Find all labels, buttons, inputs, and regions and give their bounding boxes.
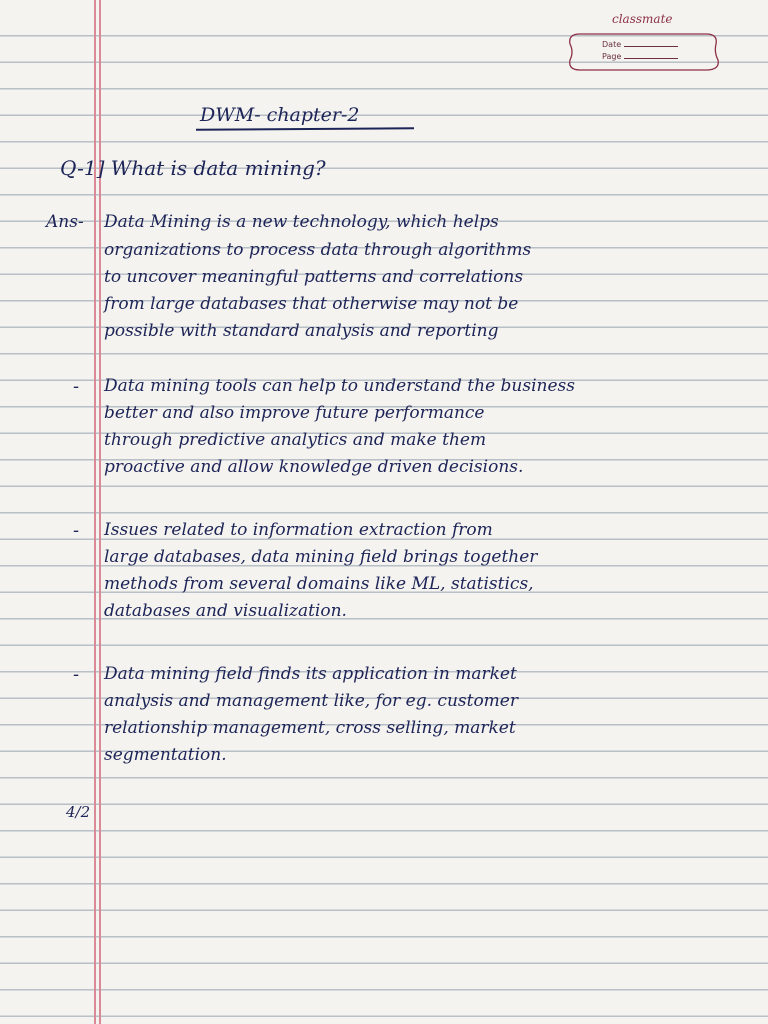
answer-line: relationship management, cross selling, market	[104, 718, 516, 738]
answer-line: methods from several domains like ML, statistics,	[104, 574, 534, 594]
answer-line: large databases, data mining field brings together	[104, 547, 538, 567]
signature-mark: 4/2	[66, 803, 91, 821]
page-label: Page	[602, 52, 622, 61]
answer-line: segmentation.	[104, 745, 227, 765]
question: Q-1] What is data mining?	[60, 156, 326, 180]
answer-line: proactive and allow knowledge driven decisions.	[104, 457, 524, 477]
date-label: Date	[602, 40, 622, 49]
page-title: DWM- chapter-2	[200, 104, 360, 126]
answer-line: Data Mining is a new technology, which helps	[104, 212, 499, 232]
answer-line: analysis and management like, for eg. customer	[104, 691, 518, 711]
answer-line: Data mining tools can help to understand the business	[104, 376, 575, 396]
margin-line	[99, 0, 101, 1024]
bullet-dash: -	[73, 664, 80, 685]
answer-label: Ans-	[46, 212, 84, 232]
answer-line: Data mining field finds its application in market	[104, 664, 517, 684]
answer-line: Issues related to information extraction from	[104, 520, 493, 540]
answer-line: databases and visualization.	[104, 601, 347, 621]
brand-logo: classmate	[612, 12, 673, 26]
answer-line: to uncover meaningful patterns and correlations	[104, 267, 524, 287]
title-underline	[196, 127, 414, 130]
bullet-dash: -	[73, 376, 80, 397]
date-page-box	[566, 30, 720, 74]
answer-line: from large databases that otherwise may not be	[104, 294, 519, 314]
answer-line: better and also improve future performance	[104, 403, 485, 423]
page-field	[602, 52, 678, 61]
bullet-dash: -	[73, 520, 80, 541]
date-field	[602, 40, 678, 49]
margin-line	[94, 0, 96, 1024]
answer-line: through predictive analytics and make them	[104, 430, 487, 450]
answer-line: possible with standard analysis and reporting	[104, 321, 499, 341]
answer-line: organizations to process data through algorithms	[104, 240, 532, 260]
